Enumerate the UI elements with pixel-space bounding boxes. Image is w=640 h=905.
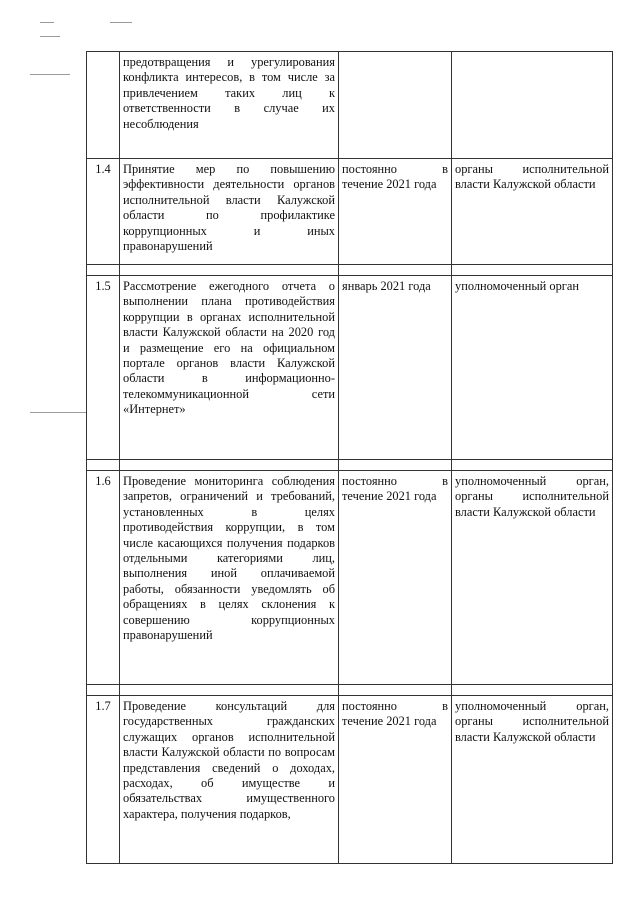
measure-term: постоянно в течение 2021 года — [339, 471, 452, 685]
scan-artifact — [30, 412, 86, 413]
measure-term: январь 2021 года — [339, 276, 452, 460]
row-number — [87, 52, 120, 159]
scan-artifact — [30, 74, 70, 75]
row-separator — [87, 685, 613, 696]
measure-executor: уполномоченный орган, органы исполнительной власти Калужской области — [452, 696, 613, 864]
measure-term: постоянно в течение 2021 года — [339, 696, 452, 864]
measures-table — [86, 51, 613, 864]
row-separator — [87, 265, 613, 276]
measure-executor — [452, 52, 613, 159]
measure-term: постоянно в течение 2021 года — [339, 159, 452, 265]
table-row — [87, 52, 613, 159]
measure-name: Проведение консультаций для государственных гражданских служащих органов исполнительной власти Калужской области по вопросам представления сведений о доходах, расходах, об имуществе и обязательствах имущественного характера, получения подарков, — [120, 696, 339, 864]
measure-name: Проведение мониторинга соблюдения запретов, ограничений и требований, установленных в целях противодействия коррупции, в том числе касающихся получения подарков отдельными категориями лиц, выполнения иной оплачиваемой работы, обязанности уведомлять об обращениях в целях склонения к совершению коррупционных правонарушений — [120, 471, 339, 685]
measure-executor: органы исполнительной власти Калужской области — [452, 159, 613, 265]
table-row — [87, 276, 613, 460]
measure-executor: уполномоченный орган — [452, 276, 613, 460]
row-number: 1.4 — [87, 159, 120, 265]
measure-name: предотвращения и урегулирования конфликта интересов, в том числе за привлечением таких лиц к ответственности в случае их несоблюдения — [120, 52, 339, 159]
scan-artifact — [40, 36, 60, 37]
measure-name: Рассмотрение ежегодного отчета о выполнении плана противодействия коррупции в органах исполнительной власти Калужской области на 2020 год и размещение его на официальном портале органов власти Калужской области в информационно-телекоммуникационной сети «Интернет» — [120, 276, 339, 460]
scan-artifact — [40, 22, 54, 23]
table-row — [87, 471, 613, 685]
measure-executor: уполномоченный орган, органы исполнительной власти Калужской области — [452, 471, 613, 685]
scan-artifact — [110, 22, 132, 23]
row-number: 1.5 — [87, 276, 120, 460]
row-number: 1.7 — [87, 696, 120, 864]
measure-term — [339, 52, 452, 159]
table-row — [87, 159, 613, 265]
measure-name: Принятие мер по повышению эффективности деятельности органов исполнительной власти Калужской области по профилактике коррупционных и иных правонарушений — [120, 159, 339, 265]
row-separator — [87, 460, 613, 471]
row-number: 1.6 — [87, 471, 120, 685]
table-row — [87, 696, 613, 864]
